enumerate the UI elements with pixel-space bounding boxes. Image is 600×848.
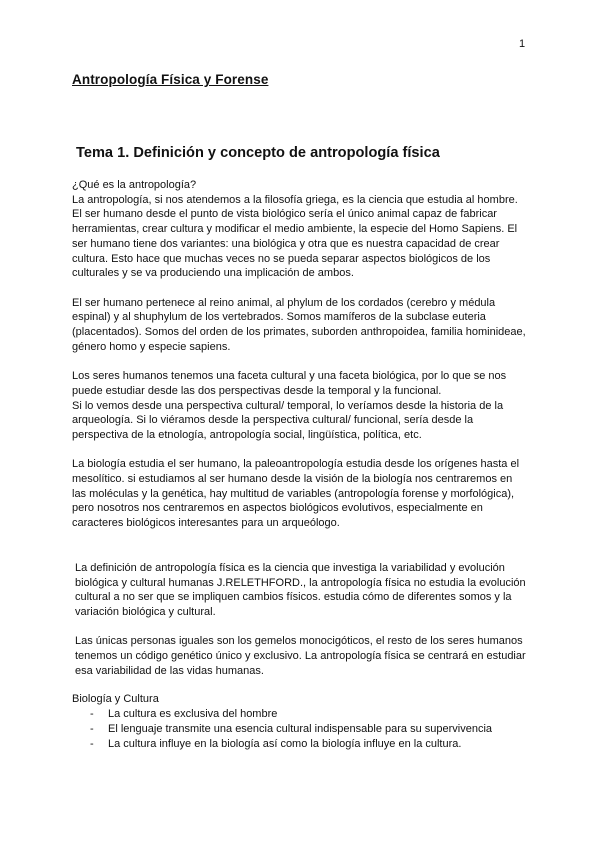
- paragraph-1: La antropología, si nos atendemos a la filosofía griega, es la ciencia que estudia al hombre. El ser humano desde el punto de vista biológico sería el único animal capaz de fabricar herramientas, crear cultura y modificar el medio ambiente, la especie del Homo Sapiens. El ser humano tiene dos variantes: una biológica y otra que es nuestra capacidad de crear cultura. Esto hace que muchas veces no se pueda separar aspectos biológicos de los culturales y se va produciendo una implicación de ambos.: [72, 193, 518, 280]
- list-item: [72, 737, 528, 752]
- list-item: [72, 707, 528, 722]
- bullet-dash: -: [90, 708, 94, 721]
- bullet-list: [72, 707, 528, 751]
- bullet-dash: -: [90, 737, 94, 750]
- bullet-dash: -: [90, 722, 94, 735]
- paragraph-5: La biología estudia el ser humano, la paleoantropología estudia desde los orígenes hasta el mesolítico. si estudiamos al ser humano desde la visión de la biología nos centraremos en las moléculas y la genética, hay multitud de variables (antropología forense y morfológica), pero nosotros nos centraremos en aspectos biológicos evolutivos, especialmente en caracteres biológicos interesantes para un arqueólogo.: [72, 458, 520, 530]
- paragraph-6: La definición de antropología física es la ciencia que investiga la variabilidad y evolución biológica y cultural humanas J.RELETHFORD., la antropología física no estudia la evolución cultural a no ser que se impliquen cambios físicos. estudia cómo de diferentes somos y la variación biológica y cultural.: [75, 561, 526, 618]
- paragraph-2: El ser humano pertenece al reino animal, al phylum de los cordados (cerebro y médula espinal) y al shuphylum de los vertebrados. Somos mamíferos de la subclase euteria (placentados). Somos del orden de los primates, suborden anthropoidea, familia hominideae, género homo y especie sapiens.: [72, 296, 526, 353]
- list-item: [72, 722, 528, 737]
- section-heading: Tema 1. Definición y concepto de antropología física: [76, 145, 440, 161]
- list-heading: Biología y Cultura: [72, 693, 159, 706]
- document-body: [72, 178, 528, 751]
- list-item-text: La cultura es exclusiva del hombre: [108, 708, 278, 721]
- document-title: Antropología Física y Forense: [72, 72, 269, 87]
- list-item-text: El lenguaje transmite una esencia cultural indispensable para su supervivencia: [108, 722, 493, 735]
- paragraph-3: Los seres humanos tenemos una faceta cultural y una faceta biológica, por lo que se nos puede estudiar desde las dos perspectivas desde la temporal y la funcional.: [72, 370, 507, 397]
- paragraph-4: Si lo vemos desde una perspectiva cultural/ temporal, lo veríamos desde la historia de la arqueología. Si lo viéramos desde la perspectiva cultural/ funcional, sería desde la perspectiva de la etnología, antropología social, lingüística, política, etc.: [72, 399, 504, 441]
- paragraph-7: Las únicas personas iguales son los gemelos monocigóticos, el resto de los seres humanos tenemos un código genético único y exclusivo. La antropología física se centrará en estudiar esa variabilidad de las vidas humanas.: [75, 635, 526, 677]
- list-item-text: La cultura influye en la biología así como la biología influye en la cultura.: [108, 737, 462, 750]
- question-line: ¿Qué es la antropología?: [72, 179, 197, 191]
- page-number: 1: [519, 38, 526, 50]
